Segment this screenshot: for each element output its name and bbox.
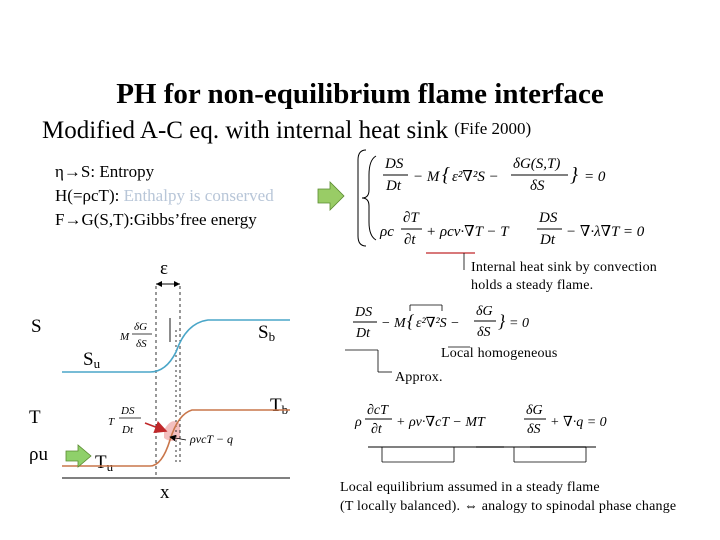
svg-text:∂t: ∂t bbox=[404, 232, 416, 248]
svg-text:}: } bbox=[570, 164, 578, 186]
x-axis-label: x bbox=[160, 482, 170, 503]
su-label: $S_u$ bbox=[83, 349, 101, 371]
epsilon-label: ε bbox=[160, 258, 168, 279]
equation-entropy bbox=[383, 156, 606, 194]
inline-temperature-right bbox=[189, 432, 233, 446]
svg-text:DS: DS bbox=[121, 405, 135, 417]
equation-local-energy bbox=[354, 403, 607, 437]
svg-text:δG: δG bbox=[134, 321, 148, 333]
svg-text:δS: δS bbox=[527, 422, 541, 437]
svg-text:− ∇·λ∇T = 0: − ∇·λ∇T = 0 bbox=[566, 224, 645, 240]
svg-text:+ ρv·∇cT − MT: + ρv·∇cT − MT bbox=[396, 415, 485, 430]
sb-label: $S_b$ bbox=[258, 322, 276, 344]
svg-text:DS: DS bbox=[355, 305, 373, 320]
local-equilibrium-note-1: Local equilibrium assumed in a steady flame bbox=[340, 480, 600, 495]
svg-text:DS: DS bbox=[385, 156, 404, 172]
svg-text:}: } bbox=[498, 311, 506, 331]
local-homogeneous-note: Local homogeneous bbox=[441, 346, 558, 361]
heat-sink-note-1: Internal heat sink by convection bbox=[471, 260, 658, 275]
svg-text:ε²∇²S −: ε²∇²S − bbox=[452, 169, 499, 185]
rho-u-label: ρu bbox=[29, 444, 48, 465]
svg-text:ρ: ρ bbox=[355, 415, 362, 430]
svg-text:+ ρcv·∇T − T: + ρcv·∇T − T bbox=[426, 224, 509, 240]
approx-note: Approx. bbox=[395, 370, 443, 385]
svg-text:{: { bbox=[407, 311, 415, 331]
heat-sink-note-2: holds a steady flame. bbox=[471, 278, 594, 293]
svg-text:Dt: Dt bbox=[386, 178, 401, 194]
svg-text:ρc: ρc bbox=[380, 224, 394, 240]
reference: (Fife 2000) bbox=[454, 119, 532, 138]
svg-text:ε²∇²S −: ε²∇²S − bbox=[416, 316, 460, 331]
local-equilibrium-note-2: (T locally balanced). ⇔ analogy to spinodal phase change bbox=[340, 499, 677, 514]
definition-enthalpy: H(=ρcT): Enthalpy is conserved bbox=[55, 186, 274, 205]
svg-text:T: T bbox=[108, 416, 115, 428]
svg-text:Dt: Dt bbox=[540, 232, 555, 248]
svg-text:δS: δS bbox=[530, 178, 545, 194]
svg-text:{: { bbox=[442, 164, 450, 186]
svg-text:− M: − M bbox=[381, 316, 406, 331]
svg-text:− M: − M bbox=[413, 169, 440, 185]
slide-subtitle: Modified A-C eq. with internal heat sink (Fife 2000) bbox=[42, 117, 532, 144]
svg-text:Dt: Dt bbox=[122, 424, 133, 436]
svg-text:= 0: = 0 bbox=[584, 169, 606, 185]
svg-text:+ ∇·q = 0: + ∇·q = 0 bbox=[550, 415, 607, 430]
svg-text:ρvcT − q: ρvcT − q bbox=[190, 432, 233, 446]
definition-gibbs: F→G(S,T):Gibbs’free energy bbox=[55, 210, 257, 229]
tb-label: $T_b$ bbox=[270, 395, 289, 417]
equation-local-entropy bbox=[353, 304, 529, 341]
svg-text:Dt: Dt bbox=[356, 326, 370, 341]
defs-arrow bbox=[318, 182, 344, 210]
svg-text:δG: δG bbox=[526, 403, 543, 418]
equation-energy-system bbox=[379, 210, 645, 248]
svg-text:δG: δG bbox=[476, 304, 493, 319]
inline-entropy-term bbox=[119, 321, 152, 350]
svg-text:∂cT: ∂cT bbox=[367, 403, 388, 418]
definition-entropy: η→S: Entropy bbox=[55, 162, 155, 181]
slide-title: PH for non-equilibrium flame interface bbox=[116, 78, 604, 110]
tu-label: $T_u$ bbox=[95, 452, 114, 474]
svg-text:∂T: ∂T bbox=[403, 210, 419, 226]
inline-temperature-left bbox=[108, 405, 141, 436]
svg-text:δS: δS bbox=[477, 325, 491, 340]
svg-text:∂t: ∂t bbox=[371, 422, 382, 437]
entropy-axis-label: S bbox=[31, 316, 42, 337]
svg-text:= 0: = 0 bbox=[509, 316, 529, 331]
svg-text:δG(S,T): δG(S,T) bbox=[513, 156, 561, 172]
svg-text:δS: δS bbox=[136, 338, 147, 350]
svg-text:M: M bbox=[120, 331, 130, 343]
reaction-zone bbox=[164, 421, 180, 441]
temperature-axis-label: T bbox=[29, 407, 41, 428]
svg-text:DS: DS bbox=[539, 210, 558, 226]
red-arrow bbox=[145, 423, 166, 431]
system-brace-inner bbox=[362, 156, 376, 240]
rho-u-arrow bbox=[66, 445, 91, 467]
